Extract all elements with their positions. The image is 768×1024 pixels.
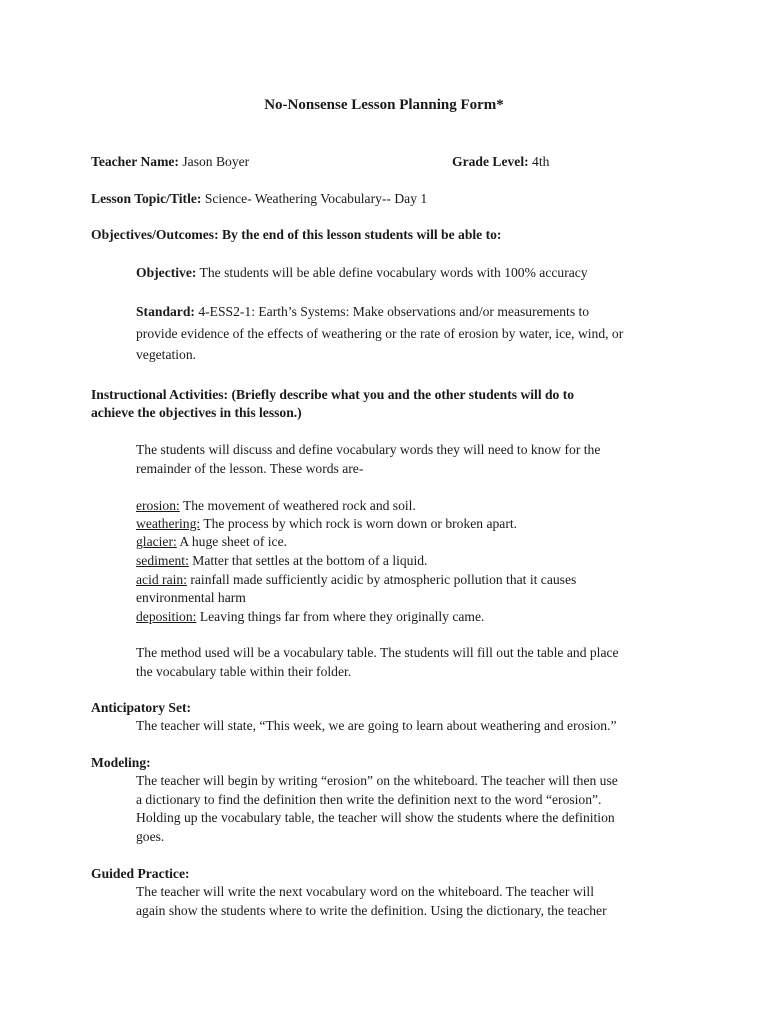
vocab-item: [136, 552, 427, 571]
guided-practice-line-1: The teacher will write the next vocabulary word on the whiteboard. The teacher will: [136, 884, 594, 899]
vocab-term: glacier:: [136, 534, 177, 549]
vocab-item: [136, 497, 416, 516]
vocab-term: weathering:: [136, 516, 201, 531]
instructional-intro-2: remainder of the lesson. These words are-: [136, 461, 364, 476]
vocab-item: [136, 571, 576, 590]
vocab-definition: Leaving things far from where they originally came.: [196, 609, 485, 624]
anticipatory-heading: Anticipatory Set:: [91, 700, 192, 715]
vocab-term: deposition:: [136, 609, 197, 624]
objectives-heading: Objectives/Outcomes: By the end of this lesson students will be able to:: [91, 227, 502, 242]
vocab-item: [136, 533, 287, 552]
vocab-definition: Matter that settles at the bottom of a liquid.: [188, 553, 428, 568]
guided-practice-line-2: again show the students where to write the definition. Using the dictionary, the teacher: [136, 903, 607, 918]
modeling-line-4: goes.: [136, 829, 165, 844]
modeling-heading: Modeling:: [91, 755, 151, 770]
grade-level-label: Grade Level:: [452, 154, 529, 169]
instructional-intro-1: The students will discuss and define vocabulary words they will need to know for the: [136, 442, 601, 457]
method-line-1: The method used will be a vocabulary table. The students will fill out the table and place: [136, 645, 619, 660]
standard-line-1: [136, 303, 589, 322]
vocab-term: acid rain:: [136, 572, 187, 587]
modeling-line-2: a dictionary to find the definition then write the definition next to the word “erosion”.: [136, 792, 602, 807]
modeling-line-3: Holding up the vocabulary table, the teacher will show the students where the definition: [136, 810, 615, 825]
vocab-definition-continued: environmental harm: [136, 590, 246, 605]
objective-value: The students will be able define vocabulary words with 100% accuracy: [199, 265, 588, 280]
method-line-2: the vocabulary table within their folder.: [136, 664, 352, 679]
vocab-definition: rainfall made sufficiently acidic by atmospheric pollution that it causes: [186, 572, 577, 587]
lesson-topic-label: Lesson Topic/Title:: [91, 191, 202, 206]
standard-text-1: 4-ESS2-1: Earth’s Systems: Make observations and/or measurements to: [198, 304, 590, 319]
vocab-term: erosion:: [136, 498, 180, 513]
instructional-heading-2: achieve the objectives in this lesson.): [91, 405, 302, 420]
standard-line-3: vegetation.: [136, 347, 197, 362]
standard-line-2: provide evidence of the effects of weathering or the rate of erosion by water, ice, wind, or: [136, 326, 624, 341]
objective-row: [136, 264, 588, 283]
vocab-item: [136, 608, 484, 627]
vocab-definition: The movement of weathered rock and soil.: [179, 498, 416, 513]
teacher-name-label: Teacher Name:: [91, 154, 179, 169]
guided-practice-heading: Guided Practice:: [91, 866, 190, 881]
teacher-name-row: [91, 153, 249, 172]
objective-label: Objective:: [136, 265, 197, 280]
teacher-name-value: Jason Boyer: [182, 154, 250, 169]
vocab-definition: The process by which rock is worn down or broken apart.: [200, 516, 518, 531]
modeling-line-1: The teacher will begin by writing “erosion” on the whiteboard. The teacher will then use: [136, 773, 618, 788]
instructional-heading-1: Instructional Activities: (Briefly describe what you and the other students will do to: [91, 387, 575, 402]
anticipatory-text: The teacher will state, “This week, we are going to learn about weathering and erosion.”: [136, 718, 617, 733]
grade-level-row: [452, 153, 549, 172]
lesson-topic-row: [91, 190, 427, 209]
vocab-item: [136, 515, 517, 534]
vocab-term: sediment:: [136, 553, 189, 568]
grade-level-value: 4th: [532, 154, 550, 169]
standard-label: Standard:: [136, 304, 195, 319]
vocab-definition: A huge sheet of ice.: [176, 534, 287, 549]
page-title: No-Nonsense Lesson Planning Form*: [264, 97, 504, 113]
lesson-topic-value: Science- Weathering Vocabulary-- Day 1: [204, 191, 428, 206]
